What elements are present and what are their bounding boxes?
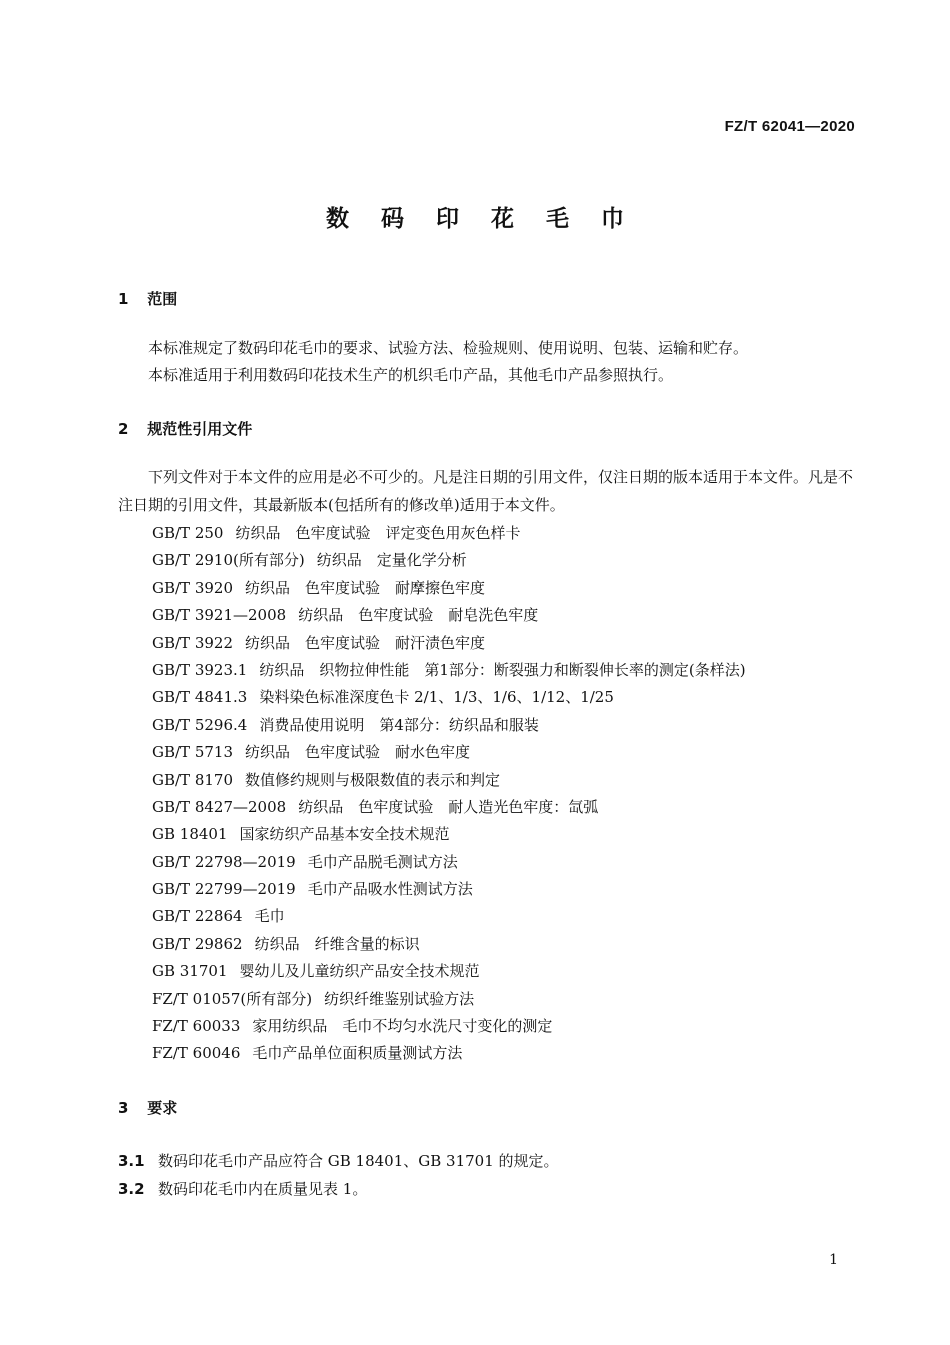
reference-code: GB/T 3922 bbox=[152, 633, 234, 652]
clause-number: 3.2 bbox=[118, 1180, 145, 1198]
reference-code: GB/T 29862 bbox=[152, 934, 243, 953]
clause-3-2 bbox=[118, 1178, 367, 1199]
list-item bbox=[152, 547, 746, 574]
reference-code: FZ/T 60046 bbox=[152, 1044, 241, 1063]
reference-title: 纺织品 色牢度试验 耐汗渍色牢度 bbox=[245, 633, 486, 652]
clause-3-1 bbox=[118, 1150, 559, 1171]
reference-title: 纺织品 色牢度试验 耐皂洗色牢度 bbox=[298, 606, 539, 625]
list-item bbox=[152, 520, 746, 547]
scope-paragraph-2: 本标准适用于利用数码印花技术生产的机织毛巾产品，其他毛巾产品参照执行。 bbox=[148, 366, 674, 384]
reference-code: GB/T 3923.1 bbox=[152, 660, 248, 679]
reference-code: GB 18401 bbox=[152, 825, 228, 844]
reference-title: 消费品使用说明 第4部分：纺织品和服装 bbox=[259, 715, 539, 734]
reference-code: FZ/T 01057(所有部分) bbox=[152, 989, 313, 1008]
reference-code: GB 31701 bbox=[152, 962, 228, 981]
reference-title: 纺织品 织物拉伸性能 第1部分：断裂强力和断裂伸长率的测定(条样法) bbox=[259, 660, 746, 679]
reference-title: 婴幼儿及儿童纺织产品安全技术规范 bbox=[239, 962, 480, 981]
reference-title: 纺织品 色牢度试验 耐摩擦色牢度 bbox=[245, 578, 486, 597]
reference-code: GB/T 3920 bbox=[152, 578, 234, 597]
reference-title: 纺织品 色牢度试验 耐水色牢度 bbox=[245, 743, 471, 762]
section-number: 3 bbox=[118, 1099, 129, 1117]
reference-code: GB/T 22864 bbox=[152, 907, 243, 926]
reference-title: 毛巾产品吸水性测试方法 bbox=[307, 880, 473, 899]
reference-code: GB/T 8170 bbox=[152, 770, 234, 789]
reference-title: 纺织品 色牢度试验 耐人造光色牢度：氙弧 bbox=[298, 797, 599, 816]
reference-code: GB/T 22798—2019 bbox=[152, 852, 296, 871]
list-item bbox=[152, 767, 746, 794]
section-1-heading bbox=[118, 288, 177, 309]
clause-text: 数码印花毛巾产品应符合 GB 18401、GB 31701 的规定。 bbox=[158, 1152, 559, 1170]
list-item bbox=[152, 821, 746, 848]
section-2-heading bbox=[118, 418, 252, 439]
document-title: 数 码 印 花 毛 巾 bbox=[325, 206, 637, 232]
reference-title: 纺织品 定量化学分析 bbox=[316, 551, 467, 570]
reference-code: FZ/T 60033 bbox=[152, 1017, 241, 1036]
list-item bbox=[152, 931, 746, 958]
reference-list bbox=[152, 520, 746, 1068]
reference-code: GB/T 2910(所有部分) bbox=[152, 551, 305, 570]
reference-code: GB/T 5296.4 bbox=[152, 715, 248, 734]
list-item bbox=[152, 739, 746, 766]
list-item bbox=[152, 876, 746, 903]
list-item bbox=[152, 602, 746, 629]
reference-code: GB/T 22799—2019 bbox=[152, 880, 296, 899]
list-item bbox=[152, 986, 746, 1013]
scope-paragraph-1: 本标准规定了数码印花毛巾的要求、试验方法、检验规则、使用说明、包装、运输和贮存。 bbox=[148, 339, 749, 357]
list-item bbox=[152, 849, 746, 876]
reference-title: 纺织品 色牢度试验 评定变色用灰色样卡 bbox=[235, 524, 521, 542]
reference-code: GB/T 4841.3 bbox=[152, 688, 248, 707]
list-item bbox=[152, 712, 746, 739]
reference-title: 纺织纤维鉴别试验方法 bbox=[324, 989, 475, 1008]
reference-title: 国家纺织产品基本安全技术规范 bbox=[239, 825, 450, 844]
section-title: 范围 bbox=[147, 290, 178, 308]
list-item bbox=[152, 1040, 746, 1067]
list-item bbox=[152, 684, 746, 711]
list-item bbox=[152, 903, 746, 930]
list-item bbox=[152, 657, 746, 684]
reference-code: GB/T 3921—2008 bbox=[152, 606, 287, 625]
standard-code: FZ/T 62041—2020 bbox=[724, 118, 855, 135]
clause-number: 3.1 bbox=[118, 1152, 145, 1170]
reference-code: GB/T 5713 bbox=[152, 743, 234, 762]
reference-title: 家用纺织品 毛巾不均匀水洗尺寸变化的测定 bbox=[252, 1017, 553, 1036]
clause-text: 数码印花毛巾内在质量见表 1。 bbox=[158, 1180, 368, 1198]
section-number: 1 bbox=[118, 290, 129, 308]
references-intro: 下列文件对于本文件的应用是必不可少的。凡是注日期的引用文件，仅注日期的版本适用于本文件。凡是不注日期的引用文件，其最新版本(包括所有的修改单)适用于本文件。 bbox=[118, 468, 854, 514]
section-title: 要求 bbox=[147, 1099, 178, 1117]
reference-code: GB/T 250 bbox=[152, 524, 224, 542]
reference-code: GB/T 8427—2008 bbox=[152, 797, 287, 816]
reference-title: 数值修约规则与极限数值的表示和判定 bbox=[245, 770, 501, 789]
section-title: 规范性引用文件 bbox=[147, 420, 253, 438]
list-item bbox=[152, 1013, 746, 1040]
section-3-heading bbox=[118, 1097, 177, 1118]
list-item bbox=[152, 630, 746, 657]
reference-title: 毛巾 bbox=[254, 907, 285, 926]
reference-title: 毛巾产品脱毛测试方法 bbox=[307, 852, 458, 871]
section-number: 2 bbox=[118, 420, 129, 438]
reference-title: 毛巾产品单位面积质量测试方法 bbox=[252, 1044, 463, 1063]
reference-title: 染料染色标准深度色卡 2/1、1/3、1/6、1/12、1/25 bbox=[259, 688, 614, 707]
list-item bbox=[152, 794, 746, 821]
reference-title: 纺织品 纤维含量的标识 bbox=[254, 934, 420, 953]
list-item bbox=[152, 575, 746, 602]
list-item bbox=[152, 958, 746, 985]
page-number: 1 bbox=[829, 1252, 838, 1268]
